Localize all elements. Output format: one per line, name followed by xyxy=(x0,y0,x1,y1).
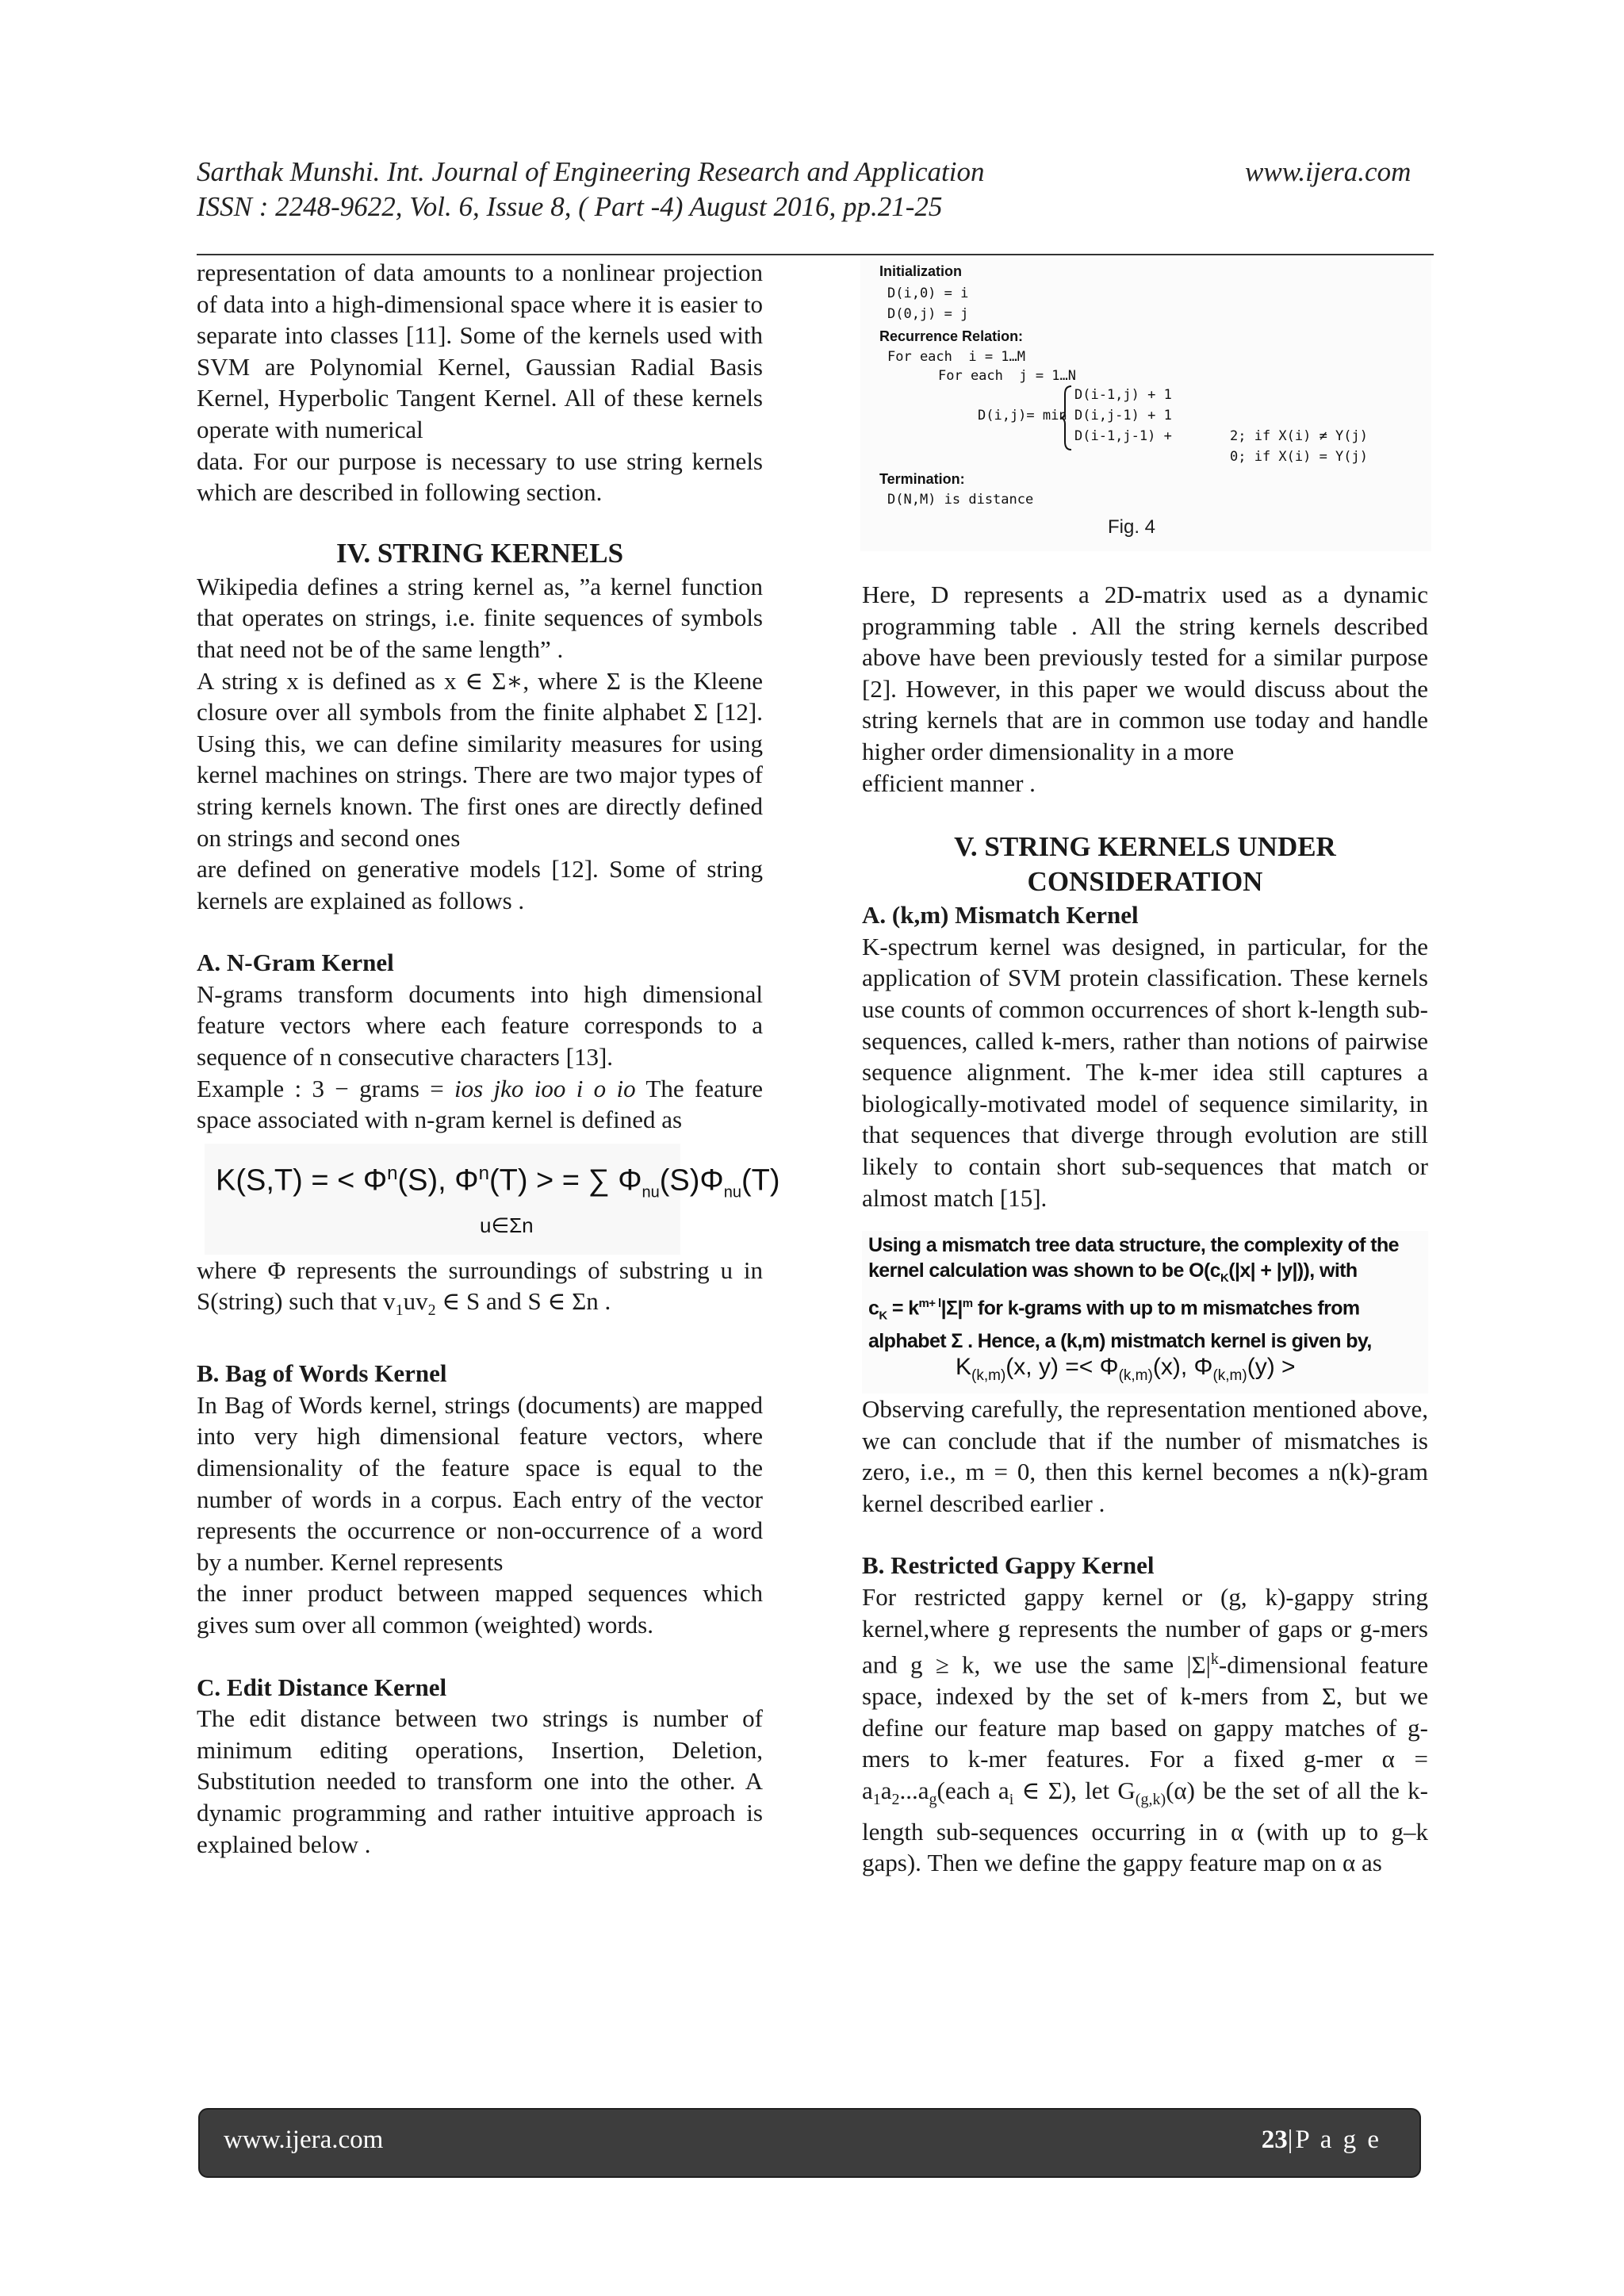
fig4-loop-i: For each i = 1…M xyxy=(887,349,1025,365)
gappy-paragraph: For restricted gappy kernel or (g, k)-gappy string kernel,where g represents the number of gaps or g-mers and g ≥ k, we use the same $|\Sigma|^k$-dimensional feature space, indexed by the set of k-mers from Σ, but we define our feature map based on gappy matches of g-mers to k-mer features. For a fixed g-mer $\alpha = a_1a_2...a_g(each$ $a_i$ ∈ Σ), let $G_{(g,k)}(\alpha)$ be the set of all the k-length sub-sequences occurring in α (with up to g–k gaps). Then we define the gappy feature map on α as xyxy=(862,1583,1428,1877)
fig4-loop-j: For each j = 1…N xyxy=(938,368,1076,384)
footer-website[interactable]: www.ijera.com xyxy=(224,2125,384,2154)
edit-distance-title: C. Edit Distance Kernel xyxy=(197,1673,447,1701)
bag-of-words-title: B. Bag of Words Kernel xyxy=(197,1359,447,1388)
bow-paragraph-2: the inner product between mapped sequences which gives sum over all common (weighted) words. xyxy=(197,1579,763,1639)
fig4-init-line-1: D(i,0) = i xyxy=(887,286,969,301)
section-iv-title: IV. STRING KERNELS xyxy=(335,537,624,569)
fig4-case-2: D(i,j-1) + 1 xyxy=(1074,408,1172,424)
fig4-dij-min: D(i,j)= min xyxy=(978,408,1067,424)
ngram-equation-image xyxy=(205,1144,780,1255)
fig4-condition-1: 2; if X(i) ≠ Y(j) xyxy=(1230,428,1368,444)
right-column xyxy=(862,579,1428,1879)
mismatch-kernel-title: A. (k,m) Mismatch Kernel xyxy=(862,901,1139,930)
fig4-termination-line: D(N,M) is distance xyxy=(887,492,1034,508)
header-rule xyxy=(197,254,1434,255)
footer-page-number: 23|P a g e xyxy=(1261,2125,1381,2154)
fig4-recurrence-label: Recurrence Relation: xyxy=(879,328,1024,344)
journal-website[interactable]: www.ijera.com xyxy=(1245,156,1411,187)
right-paragraph-2: efficient manner . xyxy=(862,769,1036,797)
fig4-brace xyxy=(1059,385,1074,451)
ngram-phi-description: where Φ represents the surroundings of substring u in S(string) such that $v_1uv_2$ ∈ S and S ∈ Σn . xyxy=(197,1255,763,1320)
mismatch-kernel-image xyxy=(862,1231,1428,1393)
edit-distance-paragraph: The edit distance between two strings is number of minimum editing operations, Insertion, Deletion, Substitution needed to transform one into the other. A dynamic programming and rather intuitive approach is explained below . xyxy=(197,1704,763,1858)
section-v-title-line-1: V. STRING KERNELS UNDER xyxy=(954,831,1336,863)
mismatch-kernel-equation: $K_{(k,m)}(x$, $y) =< \Phi_{(k,m)}(x)$, $\Phi_{(k,m)}(y)$ > xyxy=(956,1354,1296,1385)
section-v-title-line-2: CONSIDERATION xyxy=(1027,866,1263,898)
ngram-equation: K(S,T) = < $\Phi^n(S)$, $\Phi^n(T)$ > = ∑ $\Phi_{nu}(S)\Phi_{nu}(T)$ xyxy=(216,1162,780,1202)
issn-line: ISSN : 2248-9622, Vol. 6, Issue 8, ( Part -4) August 2016, pp.21-25 xyxy=(197,191,943,222)
journal-citation: Sarthak Munshi. Int. Journal of Engineering Research and Application xyxy=(197,156,985,187)
ngram-kernel-title: A. N-Gram Kernel xyxy=(197,949,394,977)
fig4-case-1: D(i-1,j) + 1 xyxy=(1074,387,1172,403)
left-column xyxy=(197,257,780,1860)
sec4-paragraph-1: Wikipedia defines a string kernel as, ”a kernel function that operates on strings, i.e. finite sequences of symbols that need not be of the same length” . xyxy=(197,572,763,663)
ngram-equation-sum-index: u∈Σn xyxy=(480,1213,534,1237)
right-paragraph-1: Here, D represents a 2D-matrix used as a dynamic programming table . All the string kernels described above have been previously tested for a similar purpose [2]. However, in this paper we would discuss about the string kernels that are in common use today and handle higher order dimensionality in a more xyxy=(862,581,1428,765)
page-footer xyxy=(200,2110,1419,2176)
intro-paragraph-1: representation of data amounts to a nonlinear projection of data into a high-dimensional space where it is easier to separate into classes [11]. Some of the kernels used with SVM are Polynomial Kernel, Gaussian Radial Basis Kernel, Hyperbolic Tangent Kernel. All of these kernels operate with numerical xyxy=(197,259,763,443)
bow-paragraph-1: In Bag of Words kernel, strings (documents) are mapped into very high dimensional feature vectors, where dimensionality of the feature space is equal to the number of words in a corpus. Each entry of the vector represents the occurrence or non-occurrence of a word by a number. Kernel represents xyxy=(197,1390,763,1576)
figure-4-pseudocode xyxy=(860,258,1431,551)
ngram-paragraph-1: N-grams transform documents into high dimensional feature vectors where each feature corresponds to a sequence of n consecutive characters [13]. xyxy=(197,979,763,1071)
mismatch-image-text: Using a mismatch tree data structure, the complexity of the kernel calculation was shown to be $O(c_K(|x| + |y|))$, with $c_K = k^{m+ l}|\Sigma|^m$ for k-grams with up to m mismatches from alphabet Σ . Hence, a (k,m) mistmatch kernel is given by, xyxy=(868,1234,1399,1353)
sec4-paragraph-2: A string x is defined as x ∈ Σ∗, where Σ is the Kleene closure over all symbols from the finite alphabet Σ [12]. Using this, we can define similarity measures for using kernel machines on strings. There are two major types of string kernels known. The first ones are directly defined on strings and second ones xyxy=(197,666,763,852)
intro-paragraph-2: data. For our purpose is necessary to use string kernels which are described in following section. xyxy=(197,447,763,507)
fig4-init-line-2: D(0,j) = j xyxy=(887,306,969,322)
sec4-paragraph-3: are defined on generative models [12]. Some of string kernels are explained as follows . xyxy=(197,855,763,914)
restricted-gappy-title: B. Restricted Gappy Kernel xyxy=(862,1551,1155,1580)
mismatch-paragraph-2: Observing carefully, the representation mentioned above, we can conclude that if the number of mismatches is zero, i.e., m = 0, then this kernel becomes a n(k)-gram kernel described earlier . xyxy=(862,1395,1428,1517)
mismatch-paragraph-1: K-spectrum kernel was designed, in particular, for the application of SVM protein classification. These kernels use counts of common occurrences of short k-length sub- sequences, called k-mers, rather than notions of pairwise sequence alignment. The k-mer idea still captures a biologically-motivated model of sequence similarity, in that sequences that diverge through evolution are still likely to contain short sub-sequences that match or almost match [15]. xyxy=(862,932,1428,1212)
fig4-termination-label: Termination: xyxy=(879,471,965,487)
fig4-initialization-label: Initialization xyxy=(879,263,963,279)
ngram-example: Example : 3 − grams = ios jko ioo i o io The feature space associated with n-gram kernel is defined as xyxy=(197,1074,763,1134)
fig4-caption: Fig. 4 xyxy=(1108,516,1156,538)
fig4-condition-2: 0; if X(i) = Y(j) xyxy=(1230,449,1368,465)
fig4-case-3: D(i-1,j-1) + xyxy=(1074,428,1172,444)
